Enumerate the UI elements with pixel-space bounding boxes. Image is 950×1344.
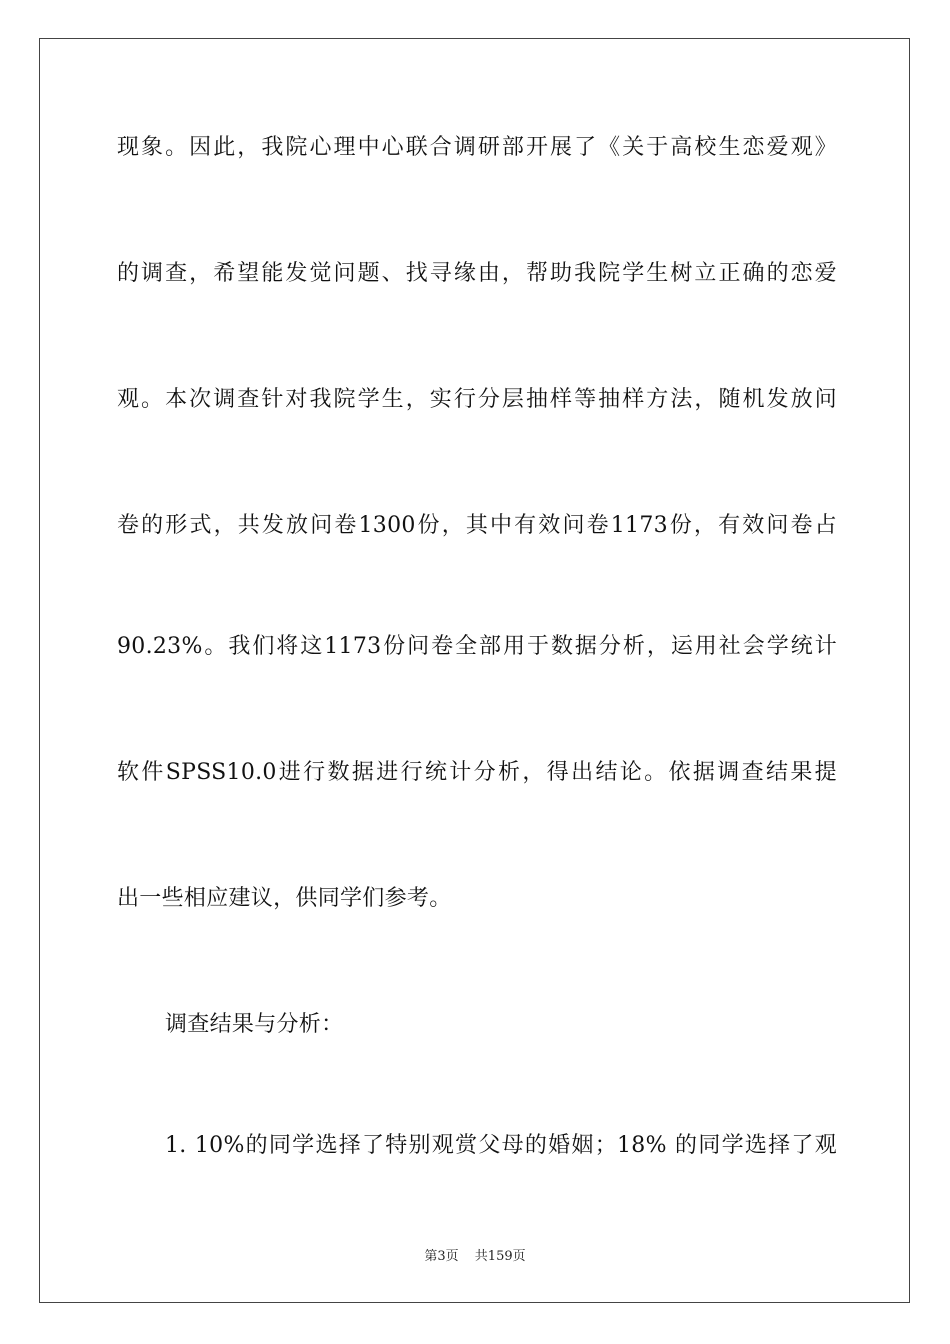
list-item-1: 1. 10%的同学选择了特别观赏父母的婚姻；18% 的同学选择了观 (165, 1133, 837, 1158)
paragraph-line-2: 的调查，希望能发觉问题、找寻缘由，帮助我院学生树立正确的恋爱 (117, 261, 837, 286)
paragraph-line-3: 观。本次调查针对我院学生，实行分层抽样等抽样方法，随机发放问 (117, 387, 837, 412)
page-border (39, 38, 910, 1303)
page-number: 第3页 (424, 1249, 459, 1264)
page-footer (0, 1248, 950, 1266)
page-total: 共159页 (474, 1249, 526, 1264)
paragraph-line-7: 出一些相应建议，供同学们参考。 (117, 886, 452, 911)
paragraph-line-4: 卷的形式，共发放问卷1300份，其中有效问卷1173份，有效问卷占 (117, 513, 837, 538)
section-heading: 调查结果与分析： (165, 1012, 344, 1037)
paragraph-line-5: 90.23%。我们将这1173份问卷全部用于数据分析，运用社会学统计 (117, 634, 837, 659)
paragraph-line-6: 软件SPSS10.0进行数据进行统计分析，得出结论。依据调查结果提 (117, 760, 837, 785)
paragraph-line-1: 现象。因此，我院心理中心联合调研部开展了《关于高校生恋爱观》 (117, 135, 837, 160)
